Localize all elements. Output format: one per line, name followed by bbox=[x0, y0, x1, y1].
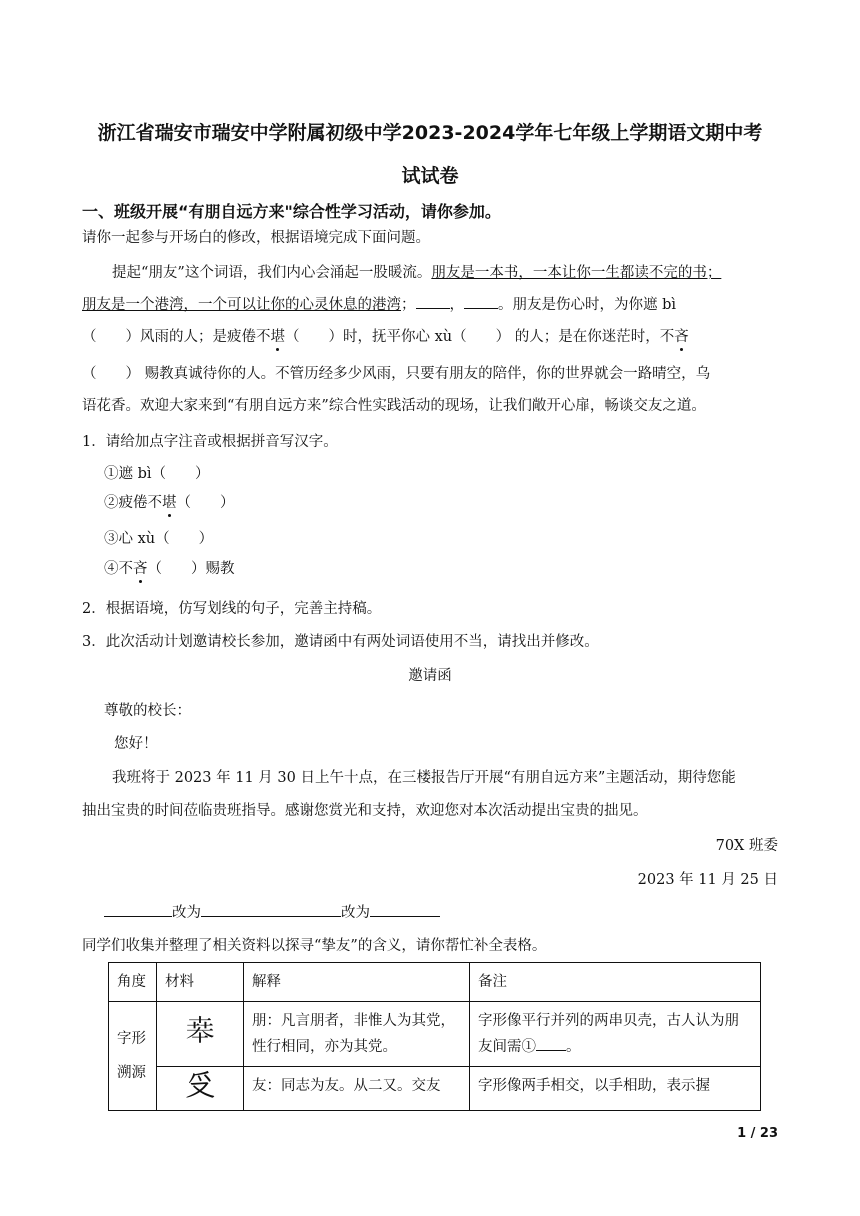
letter-greeting: 您好！ bbox=[114, 736, 158, 752]
answer-blank[interactable] bbox=[201, 902, 341, 917]
q1-item-4 bbox=[104, 557, 235, 578]
header-cell: 解释 bbox=[244, 963, 470, 1002]
para-text: ， bbox=[449, 297, 464, 313]
question-3: 3．此次活动计划邀请校长参加，邀请函中有两处词语使用不当，请找出并修改。 bbox=[82, 634, 599, 650]
fix-label: 改为 bbox=[341, 905, 370, 921]
underlined-sentence: 朋友是一个港湾，一个可以让你的心灵休息的港湾 bbox=[82, 297, 401, 313]
letter-date: 2023 年 11 月 25 日 bbox=[637, 872, 778, 888]
note-text: 。 bbox=[566, 1039, 581, 1055]
item-text: （ ） bbox=[176, 495, 235, 511]
table-header-row bbox=[109, 963, 761, 1002]
table-row bbox=[109, 1067, 761, 1111]
section-heading: 一、班级开展“有朋自远方来"综合性学习活动，请你参加。 bbox=[82, 202, 501, 221]
para-line-4: （ ） 赐教真诚待你的人。不管历经多少风雨，只要有朋友的陪伴，你的世界就会一路晴空，乌 bbox=[82, 366, 711, 382]
table-row bbox=[109, 1002, 761, 1067]
answer-blank[interactable] bbox=[536, 1036, 566, 1051]
q1-item-1: ①遮 bì（ ） bbox=[104, 466, 210, 482]
info-table bbox=[108, 962, 761, 1111]
para-line-3 bbox=[82, 325, 689, 346]
question-2: 2．根据语境，仿写划线的句子，完善主持稿。 bbox=[82, 601, 382, 617]
letter-title: 邀请函 bbox=[408, 668, 452, 684]
para-text: 提起“朋友”这个词语，我们内心会涌起一股暖流。 bbox=[112, 265, 432, 281]
ancient-glyph-image: 𠬪 bbox=[185, 1068, 215, 1103]
note-text: 字形像平行并列的两串贝壳，古人认为朋友间需① bbox=[478, 1013, 739, 1055]
header-cell: 材料 bbox=[157, 963, 244, 1002]
answer-blank[interactable] bbox=[104, 902, 172, 917]
para-line-1 bbox=[112, 261, 721, 282]
letter-salutation: 尊敬的校长： bbox=[104, 703, 191, 719]
note-cell: 字形像两手相交，以手相助，表示握 bbox=[470, 1067, 761, 1111]
letter-signer: 70X 班委 bbox=[715, 838, 778, 854]
dotted-char: 堪 bbox=[162, 495, 177, 511]
item-text: （ ）赐教 bbox=[147, 561, 235, 577]
table-intro: 同学们收集并整理了相关资料以探寻“挚友”的含义，请你帮忙补全表格。 bbox=[82, 938, 547, 954]
fix-line bbox=[104, 901, 440, 922]
dotted-char: 吝 bbox=[133, 561, 148, 577]
dotted-char: 堪 bbox=[270, 329, 285, 345]
para-line-2 bbox=[82, 293, 676, 314]
explain-cell: 朋：凡言朋者，非惟人为其党，性行相同，亦为其党。 bbox=[244, 1002, 470, 1067]
para-line-5: 语花香。欢迎大家来到“有朋自远方来”综合性实践活动的现场，让我们敞开心扉，畅谈交友之道。 bbox=[82, 398, 706, 414]
q1-item-3: ③心 xù（ ） bbox=[104, 531, 214, 547]
header-cell: 角度 bbox=[109, 963, 157, 1002]
dotted-char: 吝 bbox=[674, 329, 689, 345]
header-cell: 备注 bbox=[470, 963, 761, 1002]
page-title: 浙江省瑞安市瑞安中学附属初级中学2023-2024学年七年级上学期语文期中考 bbox=[97, 122, 763, 144]
ancient-glyph-image: 𠦪 bbox=[185, 1013, 215, 1049]
intro-text: 请你一起参与开场白的修改，根据语境完成下面问题。 bbox=[82, 230, 430, 246]
letter-body-1: 我班将于 2023 年 11 月 30 日上午十点，在三楼报告厅开展“有朋自远方来”主题活动，期待您能 bbox=[112, 770, 736, 786]
underlined-sentence: 朋友是一本书，一本让你一生都读不完的书； bbox=[431, 265, 722, 281]
item-text: ④不 bbox=[104, 561, 133, 577]
question-1: 1．请给加点字注音或根据拼音写汉字。 bbox=[82, 434, 338, 450]
group-label-cell: 字形 溯源 bbox=[109, 1002, 157, 1111]
para-text: 。朋友是伤心时，为你遮 bì bbox=[498, 297, 677, 313]
fix-label: 改为 bbox=[172, 905, 201, 921]
answer-blank[interactable] bbox=[370, 902, 440, 917]
para-text: ； bbox=[401, 297, 416, 313]
page-title-continued: 试试卷 bbox=[401, 165, 459, 187]
para-text: （ ）风雨的人；是疲倦不 bbox=[82, 329, 271, 345]
answer-blank[interactable] bbox=[416, 294, 450, 309]
para-text: （ ）时，抚平你心 xù（ ） 的人；是在你迷茫时，不 bbox=[285, 329, 675, 345]
note-cell bbox=[470, 1002, 761, 1067]
answer-blank[interactable] bbox=[464, 294, 498, 309]
item-text: ②疲倦不 bbox=[104, 495, 162, 511]
glyph-cell bbox=[157, 1067, 244, 1111]
glyph-cell bbox=[157, 1002, 244, 1067]
page-number: 1 / 23 bbox=[737, 1126, 778, 1141]
explain-cell: 友：同志为友。从二又。交友 bbox=[244, 1067, 470, 1111]
letter-body-2: 抽出宝贵的时间莅临贵班指导。感谢您赏光和支持，欢迎您对本次活动提出宝贵的拙见。 bbox=[82, 803, 648, 819]
q1-item-2 bbox=[104, 491, 235, 512]
